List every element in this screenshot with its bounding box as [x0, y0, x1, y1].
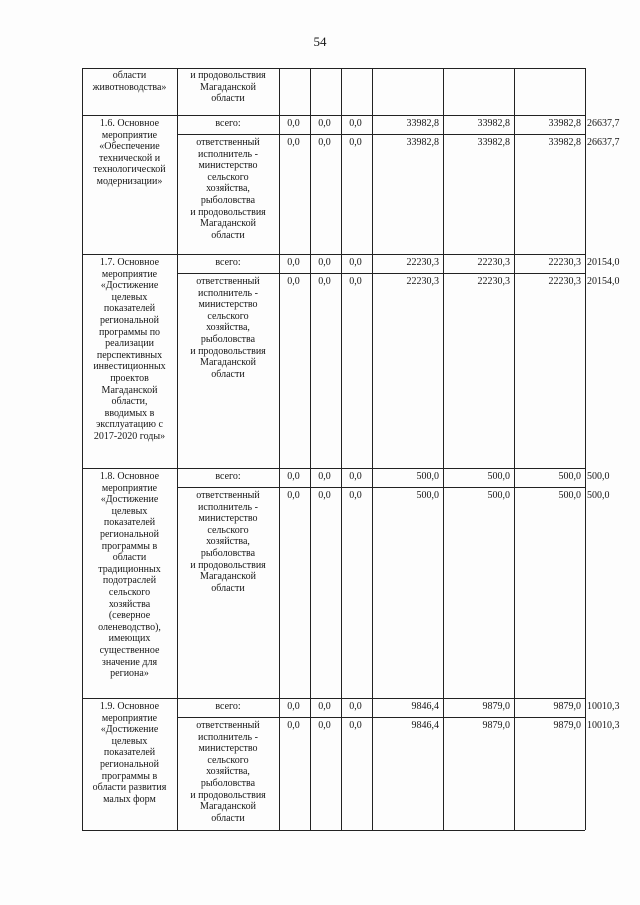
executor-value: 500,0 [416, 490, 439, 501]
table-subrow-border [177, 273, 585, 274]
total-value: 22230,3 [548, 257, 581, 268]
executor-line: исполнитель - [198, 501, 258, 513]
table-row-border [82, 68, 585, 69]
activity-name-line: мероприятие [101, 268, 158, 280]
table-row-border [82, 830, 585, 831]
executor-value: 9879,0 [482, 720, 510, 731]
executor-value: 26637,7 [587, 137, 620, 148]
total-value: 500,0 [587, 471, 610, 482]
executor-line: министерство [198, 743, 258, 755]
executor-value: 0,0 [318, 490, 331, 501]
activity-name-line: (северное [108, 610, 151, 622]
activity-name-line: программы в [101, 540, 158, 552]
executor-value: 500,0 [558, 490, 581, 501]
executor-line: рыболовства [200, 778, 256, 789]
executor-value: 500,0 [487, 490, 510, 501]
table-subrow-border [177, 134, 585, 135]
executor-line: министерство [198, 299, 258, 311]
activity-name-line: показателей [103, 747, 156, 759]
executor-line: Магаданской [200, 218, 256, 230]
executor-value: 9879,0 [553, 720, 581, 731]
executor-line: Магаданской [200, 801, 256, 813]
total-value: 0,0 [287, 257, 300, 268]
total-value: 20154,0 [587, 257, 620, 268]
budget-table [82, 68, 620, 830]
total-value: 33982,8 [548, 118, 581, 129]
executor-line: ответственный [196, 490, 260, 501]
total-value: 10010,3 [587, 701, 620, 712]
activity-name-line: эксплуатацию с [96, 419, 163, 431]
activity-name-line: технической и [98, 152, 161, 164]
executor-value: 33982,8 [548, 137, 581, 148]
executor-line: рыболовства [200, 334, 256, 345]
total-label: всего: [215, 471, 241, 482]
executor-value: 0,0 [287, 276, 300, 287]
activity-name-line: «Достижение [100, 280, 159, 292]
total-value: 500,0 [558, 471, 581, 482]
total-value: 0,0 [349, 701, 362, 712]
total-value: 0,0 [318, 118, 331, 129]
activity-name-line: 1.8. Основное [99, 471, 160, 482]
executor-line: области [211, 368, 245, 380]
executor-value: 22230,3 [477, 276, 510, 287]
total-value: 0,0 [287, 701, 300, 712]
total-value: 22230,3 [477, 257, 510, 268]
activity-name-line: показателей [103, 303, 156, 315]
activity-name-line: целевых [111, 735, 148, 747]
activity-name-line: 1.7. Основное [99, 257, 160, 268]
activity-name-line: хозяйства [108, 598, 151, 610]
activity-name-line: «Достижение [100, 494, 159, 506]
activity-name-line: региональной [99, 315, 160, 326]
executor-value: 0,0 [318, 720, 331, 731]
executor-value: 22230,3 [548, 276, 581, 287]
activity-name-line: показателей [103, 517, 156, 529]
total-value: 0,0 [318, 701, 331, 712]
activity-name-line: перспективных [96, 349, 163, 361]
activity-name-line: «Достижение [100, 724, 159, 736]
total-value: 0,0 [287, 118, 300, 129]
activity-name-line: проектов [110, 373, 149, 384]
table-column-border [585, 68, 586, 830]
total-value: 500,0 [487, 471, 510, 482]
executor-line: сельского [207, 524, 249, 536]
activity-name-line: области, [111, 396, 148, 408]
executor-line: хозяйства, [206, 322, 250, 334]
table-row-border [82, 254, 585, 255]
executor-value: 22230,3 [406, 276, 439, 287]
executor-line: ответственный [196, 137, 260, 148]
activity-name-line: мероприятие [101, 482, 158, 494]
executor-line: области [211, 812, 245, 824]
executor-value: 0,0 [287, 490, 300, 501]
executor-line: ответственный [196, 276, 260, 287]
total-value: 0,0 [349, 257, 362, 268]
executor-value: 10010,3 [587, 720, 620, 731]
executor-value: 20154,0 [587, 276, 620, 287]
activity-name-line: области [112, 70, 147, 81]
executor-value: 0,0 [287, 720, 300, 731]
total-value: 9879,0 [553, 701, 581, 712]
total-label: всего: [215, 118, 241, 129]
activity-name-line: традиционных [98, 563, 161, 575]
executor-line: исполнитель - [198, 287, 258, 299]
executor-line: и продовольствия [190, 789, 266, 801]
total-value: 0,0 [318, 471, 331, 482]
table-column-border [341, 68, 342, 830]
activity-name-line: оленеводство), [98, 621, 161, 633]
activity-name-line: значение для [101, 656, 158, 668]
executor-value: 0,0 [349, 720, 362, 731]
executor-line: сельского [207, 310, 249, 322]
executor-value: 0,0 [349, 137, 362, 148]
executor-line: хозяйства, [206, 766, 250, 778]
table-row-border [82, 468, 585, 469]
total-value: 9879,0 [482, 701, 510, 712]
activity-name-line: 2017-2020 годы» [93, 431, 166, 442]
total-value: 0,0 [349, 471, 362, 482]
executor-value: 0,0 [287, 137, 300, 148]
total-value: 0,0 [287, 471, 300, 482]
total-value: 500,0 [416, 471, 439, 482]
executor-value: 9846,4 [411, 720, 439, 731]
activity-name-line: региональной [99, 529, 160, 540]
executor-value: 0,0 [318, 276, 331, 287]
total-value: 22230,3 [406, 257, 439, 268]
executor-line: сельского [207, 754, 249, 766]
activity-name-line: сельского [108, 587, 151, 598]
table-column-border [177, 68, 178, 830]
executor-line: Магаданской [200, 357, 256, 369]
activity-name-line: области [112, 552, 147, 564]
executor-value: 500,0 [587, 490, 610, 501]
activity-name-line: 1.6. Основное [99, 118, 160, 129]
table-column-border [310, 68, 311, 830]
activity-name-line: региона» [110, 668, 149, 680]
executor-line: области [211, 229, 245, 241]
executor-value: 0,0 [349, 276, 362, 287]
table-column-border [372, 68, 373, 830]
executor-value: 0,0 [349, 490, 362, 501]
total-value: 0,0 [318, 257, 331, 268]
executor-line: и продовольствия [190, 70, 266, 81]
table-column-border [443, 68, 444, 830]
activity-name-line: инвестиционных [93, 361, 166, 373]
activity-name-line: целевых [111, 291, 148, 303]
total-value: 33982,8 [406, 118, 439, 129]
activity-name-line: программы по [98, 326, 161, 338]
executor-line: ответственный [196, 720, 260, 731]
activity-name-line: реализации [105, 338, 154, 350]
executor-line: министерство [198, 160, 258, 172]
activity-name-line: существенное [99, 645, 160, 656]
activity-name-line: Магаданской [101, 384, 158, 396]
executor-line: исполнитель - [198, 148, 258, 160]
activity-name-line: модернизации» [96, 176, 163, 187]
executor-line: и продовольствия [190, 559, 266, 571]
page-number: 54 [313, 34, 327, 49]
table-subrow-border [177, 717, 585, 718]
table-column-border [514, 68, 515, 830]
executor-line: и продовольствия [190, 345, 266, 357]
table-row-border [82, 115, 585, 116]
executor-line: Магаданской [200, 81, 256, 93]
activity-name-line: имеющих [108, 633, 151, 645]
table-column-border [82, 68, 83, 830]
activity-name-line: животноводства» [92, 81, 167, 93]
total-value: 0,0 [349, 118, 362, 129]
activity-name-line: малых форм [103, 793, 156, 805]
executor-line: хозяйства, [206, 183, 250, 195]
executor-line: министерство [198, 513, 258, 525]
executor-value: 0,0 [318, 137, 331, 148]
activity-name-line: области развития [92, 782, 167, 794]
activity-name-line: технологической [93, 164, 166, 176]
activity-name-line: 1.9. Основное [99, 701, 160, 712]
activity-name-line: региональной [99, 759, 160, 770]
activity-name-line: подотраслей [102, 575, 157, 587]
executor-line: рыболовства [200, 548, 256, 559]
activity-name-line: «Обеспечение [99, 141, 160, 153]
table-subrow-border [177, 487, 585, 488]
activity-name-line: мероприятие [101, 712, 158, 724]
activity-name-line: целевых [111, 505, 148, 517]
executor-line: области [211, 93, 245, 105]
executor-line: сельского [207, 171, 249, 183]
activity-name-line: программы в [101, 770, 158, 782]
executor-line: хозяйства, [206, 536, 250, 548]
executor-value: 33982,8 [406, 137, 439, 148]
total-label: всего: [215, 701, 241, 712]
activity-name-line: мероприятие [101, 129, 158, 141]
executor-line: и продовольствия [190, 206, 266, 218]
activity-name-line: вводимых в [104, 407, 155, 419]
executor-line: рыболовства [200, 195, 256, 206]
executor-line: исполнитель - [198, 731, 258, 743]
total-value: 33982,8 [477, 118, 510, 129]
executor-value: 33982,8 [477, 137, 510, 148]
total-label: всего: [215, 257, 241, 268]
table-row-border [82, 698, 585, 699]
executor-line: области [211, 582, 245, 594]
total-value: 26637,7 [587, 118, 620, 129]
table-column-border [279, 68, 280, 830]
total-value: 9846,4 [411, 701, 439, 712]
executor-line: Магаданской [200, 571, 256, 583]
